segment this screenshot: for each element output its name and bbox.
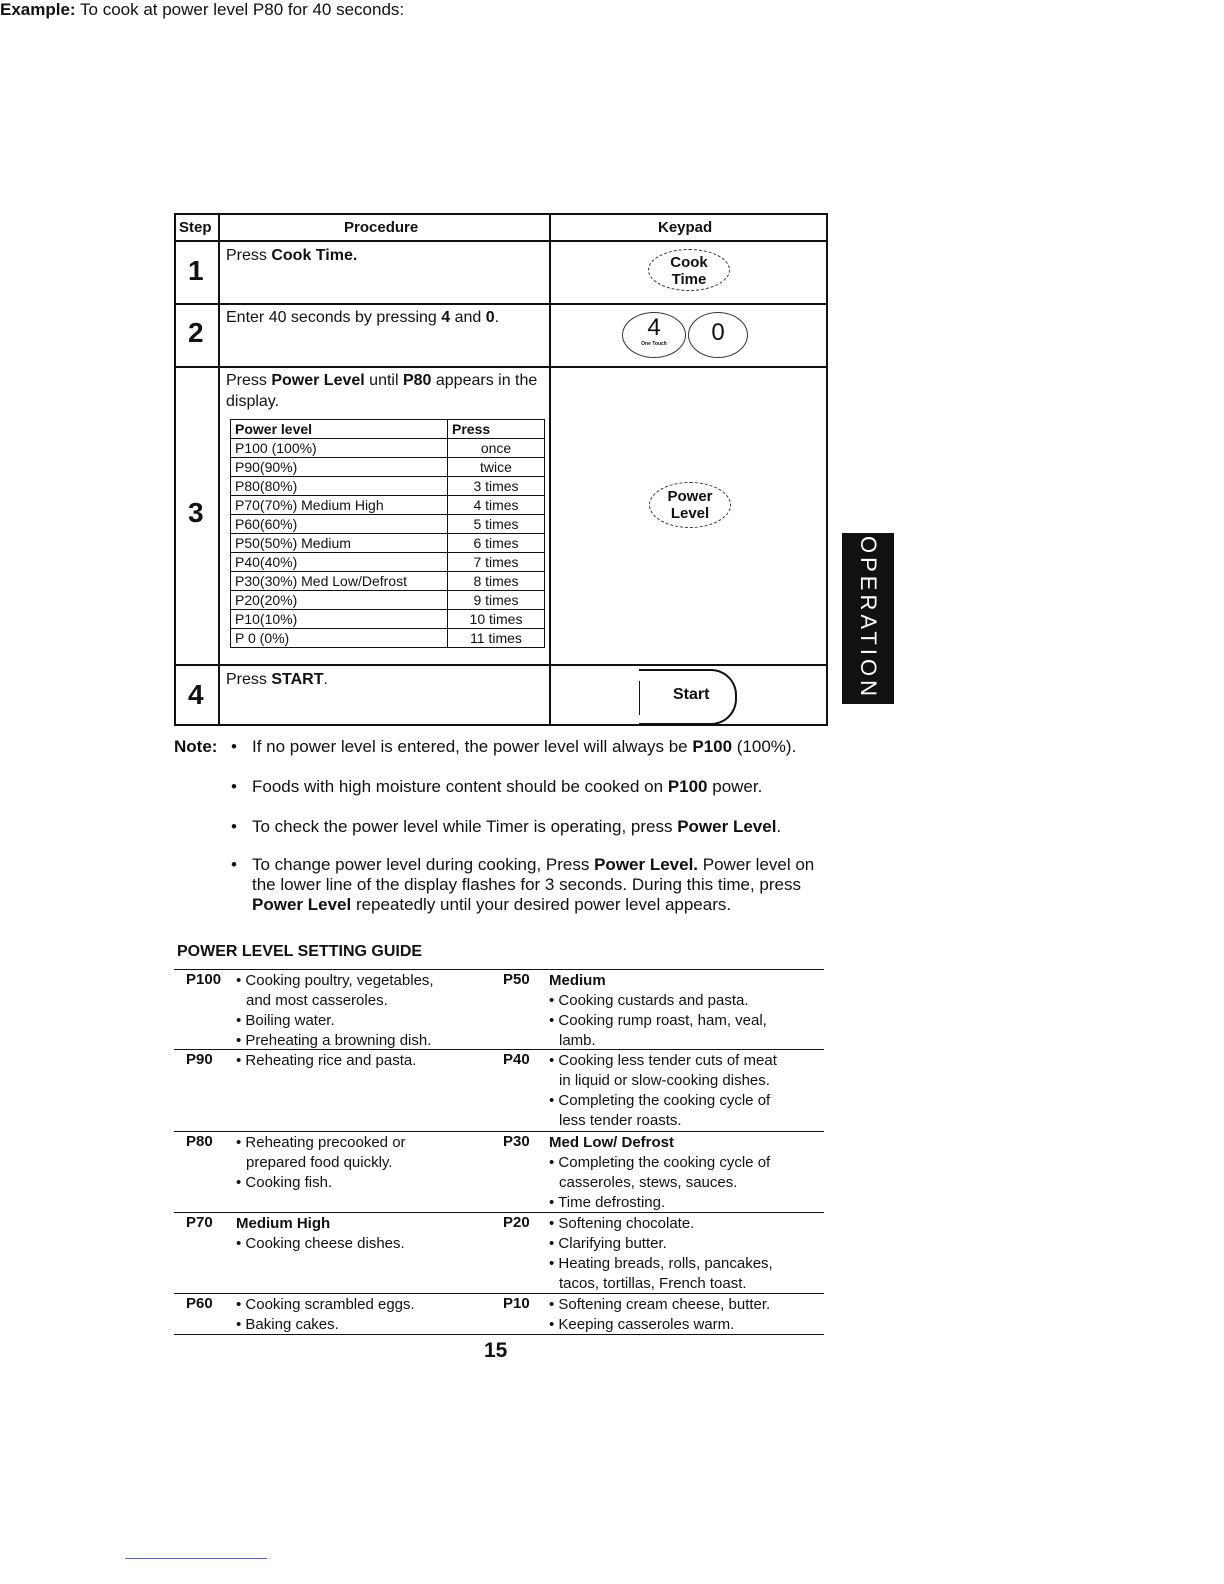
guide-line: and most casseroles. — [246, 992, 388, 1009]
guide-line: • Reheating precooked or — [236, 1134, 406, 1151]
guide-line: • Cooking less tender cuts of meat — [549, 1052, 777, 1069]
guide-line: • Completing the cooking cycle of — [549, 1092, 771, 1109]
one-touch-label: One Touch — [641, 341, 667, 347]
note-label: Note: — [174, 737, 218, 756]
guide-line: • Time defrosting. — [549, 1194, 666, 1211]
row-divider — [176, 664, 826, 666]
table-row — [231, 515, 545, 534]
guide-power-code: P40 — [503, 1051, 530, 1068]
digit-4-key — [622, 312, 686, 358]
guide-line: prepared food quickly. — [246, 1154, 393, 1171]
step-number: 4 — [188, 679, 204, 710]
guide-line: • Cooking poultry, vegetables, — [236, 972, 434, 989]
power-level-cell: P80(80%) — [231, 477, 448, 496]
guide-description — [549, 1133, 809, 1213]
section-tab — [842, 533, 894, 704]
table-row — [231, 458, 545, 477]
guide-description — [549, 1295, 809, 1335]
guide-line: casseroles, stews, sauces. — [559, 1174, 738, 1191]
guide-description — [236, 1214, 496, 1254]
guide-description — [236, 971, 496, 1051]
guide-line: lamb. — [559, 1032, 596, 1049]
guide-line: • Boiling water. — [236, 1012, 335, 1029]
table-row — [231, 439, 545, 458]
start-key — [639, 669, 737, 725]
guide-line: • Cooking custards and pasta. — [549, 992, 749, 1009]
press-count-cell: 3 times — [448, 477, 545, 496]
guide-line: • Softening chocolate. — [549, 1215, 695, 1232]
guide-power-code: P100 — [186, 971, 222, 988]
row-divider — [176, 303, 826, 305]
digit-0-key: 0 — [688, 312, 748, 358]
note-item: If no power level is entered, the power level will always be P100 (100%). — [252, 737, 797, 756]
press-count-cell: 10 times — [448, 610, 545, 629]
press-count-cell: 7 times — [448, 553, 545, 572]
guide-line: • Heating breads, rolls, pancakes, — [549, 1255, 773, 1272]
power-level-cell: P20(20%) — [231, 591, 448, 610]
step-1-procedure: Press Cook Time. — [226, 247, 358, 264]
guide-line: • Softening cream cheese, butter. — [549, 1296, 771, 1313]
bullet: • — [231, 817, 237, 836]
guide-power-code: P70 — [186, 1214, 213, 1231]
table-row — [231, 572, 545, 591]
guide-line: • Cooking scrambled eggs. — [236, 1296, 415, 1313]
note-item: To change power level during cooking, Press Power Level. Power level on the lower line of the display flashes for 3 seconds. During this time, press Power Level repeatedly until your desired power level appears. — [252, 855, 815, 914]
header-power-level: Power level — [231, 420, 448, 439]
example-line — [0, 0, 1224, 20]
page-number: 15 — [484, 1339, 508, 1362]
power-level-cell: P 0 (0%) — [231, 629, 448, 648]
power-level-key-label: Level — [670, 505, 710, 522]
guide-line: • Preheating a browning dish. — [236, 1032, 432, 1049]
power-level-guide — [174, 967, 824, 1335]
table-row — [231, 477, 545, 496]
power-level-cell: P10(10%) — [231, 610, 448, 629]
guide-description — [549, 971, 809, 1051]
header-step: Step — [179, 219, 212, 236]
step-number: 1 — [188, 255, 204, 286]
press-count-cell: 9 times — [448, 591, 545, 610]
guide-description — [549, 1051, 809, 1131]
start-key-label: Start — [673, 686, 710, 703]
table-row — [231, 496, 545, 515]
header-procedure: Procedure — [344, 219, 419, 236]
step-column-divider — [218, 215, 220, 724]
press-count-cell: 6 times — [448, 534, 545, 553]
section-tab-label: OPERATION — [856, 536, 881, 700]
guide-level-name: Medium — [549, 972, 606, 989]
guide-description — [236, 1133, 496, 1193]
note-item: To check the power level while Timer is operating, press Power Level. — [252, 817, 782, 836]
power-level-cell: P30(30%) Med Low/Defrost — [231, 572, 448, 591]
guide-line: less tender roasts. — [559, 1112, 682, 1129]
power-level-key — [649, 482, 731, 528]
guide-line: • Baking cakes. — [236, 1316, 339, 1333]
guide-rule — [174, 1131, 824, 1132]
guide-level-name: Medium High — [236, 1215, 331, 1232]
table-row — [231, 610, 545, 629]
guide-power-code: P50 — [503, 971, 530, 988]
step-number: 3 — [188, 497, 204, 528]
footer-rule — [125, 1558, 267, 1559]
guide-line: • Reheating rice and pasta. — [236, 1052, 417, 1069]
power-level-cell: P40(40%) — [231, 553, 448, 572]
example-label: Example: — [0, 0, 76, 19]
power-level-cell: P50(50%) Medium — [231, 534, 448, 553]
press-count-cell: once — [448, 439, 545, 458]
bullet: • — [231, 737, 237, 756]
guide-line: in liquid or slow-cooking dishes. — [559, 1072, 770, 1089]
cook-time-key-label: Time — [671, 271, 707, 288]
power-level-cell: P70(70%) Medium High — [231, 496, 448, 515]
guide-line: • Completing the cooking cycle of — [549, 1154, 771, 1171]
press-count-cell: 11 times — [448, 629, 545, 648]
press-count-cell: 5 times — [448, 515, 545, 534]
step-4-procedure: Press START. — [226, 671, 328, 688]
header-press: Press — [448, 420, 545, 439]
table-row — [231, 629, 545, 648]
power-level-cell: P60(60%) — [231, 515, 448, 534]
table-row — [231, 553, 545, 572]
bullet: • — [231, 777, 237, 796]
guide-line: • Keeping casseroles warm. — [549, 1316, 735, 1333]
step-number: 2 — [188, 317, 204, 348]
press-count-cell: 8 times — [448, 572, 545, 591]
table-row — [231, 534, 545, 553]
guide-line: • Clarifying butter. — [549, 1235, 667, 1252]
guide-level-name: Med Low/ Defrost — [549, 1134, 675, 1151]
digit-4-label: 4 — [647, 314, 661, 341]
guide-power-code: P30 — [503, 1133, 530, 1150]
guide-power-code: P60 — [186, 1295, 213, 1312]
guide-rule — [174, 969, 824, 970]
step-2-procedure: Enter 40 seconds by pressing 4 and 0. — [226, 309, 500, 326]
press-count-cell: 4 times — [448, 496, 545, 515]
guide-line: • Cooking cheese dishes. — [236, 1235, 405, 1252]
guide-description — [549, 1214, 809, 1294]
bullet: • — [231, 855, 237, 874]
header-divider — [176, 240, 826, 242]
guide-line: • Cooking fish. — [236, 1174, 333, 1191]
guide-description — [236, 1295, 496, 1335]
table-header-row — [231, 420, 545, 439]
cook-time-key-label: Cook — [670, 254, 708, 271]
start-key-edge — [639, 681, 640, 715]
guide-title: POWER LEVEL SETTING GUIDE — [177, 943, 423, 960]
guide-power-code: P90 — [186, 1051, 213, 1068]
guide-power-code: P80 — [186, 1133, 213, 1150]
note-item: Foods with high moisture content should be cooked on P100 power. — [252, 777, 763, 796]
cook-time-key — [648, 249, 730, 291]
keypad-column-divider — [549, 215, 551, 724]
example-text: To cook at power level P80 for 40 seconds: — [75, 0, 405, 19]
header-keypad: Keypad — [658, 219, 713, 236]
table-row — [231, 591, 545, 610]
row-divider — [176, 366, 826, 368]
guide-power-code: P20 — [503, 1214, 530, 1231]
guide-line: • Cooking rump roast, ham, veal, — [549, 1012, 767, 1029]
guide-line: tacos, tortillas, French toast. — [559, 1275, 747, 1292]
power-level-cell: P100 (100%) — [231, 439, 448, 458]
step-3-procedure: Press Power Level until P80 appears in the display. — [226, 372, 538, 410]
guide-description — [236, 1051, 496, 1071]
power-level-key-label: Power — [667, 488, 713, 505]
guide-power-code: P10 — [503, 1295, 530, 1312]
press-count-cell: twice — [448, 458, 545, 477]
steps-table — [174, 213, 828, 726]
power-level-press-table — [230, 419, 545, 648]
power-level-cell: P90(90%) — [231, 458, 448, 477]
